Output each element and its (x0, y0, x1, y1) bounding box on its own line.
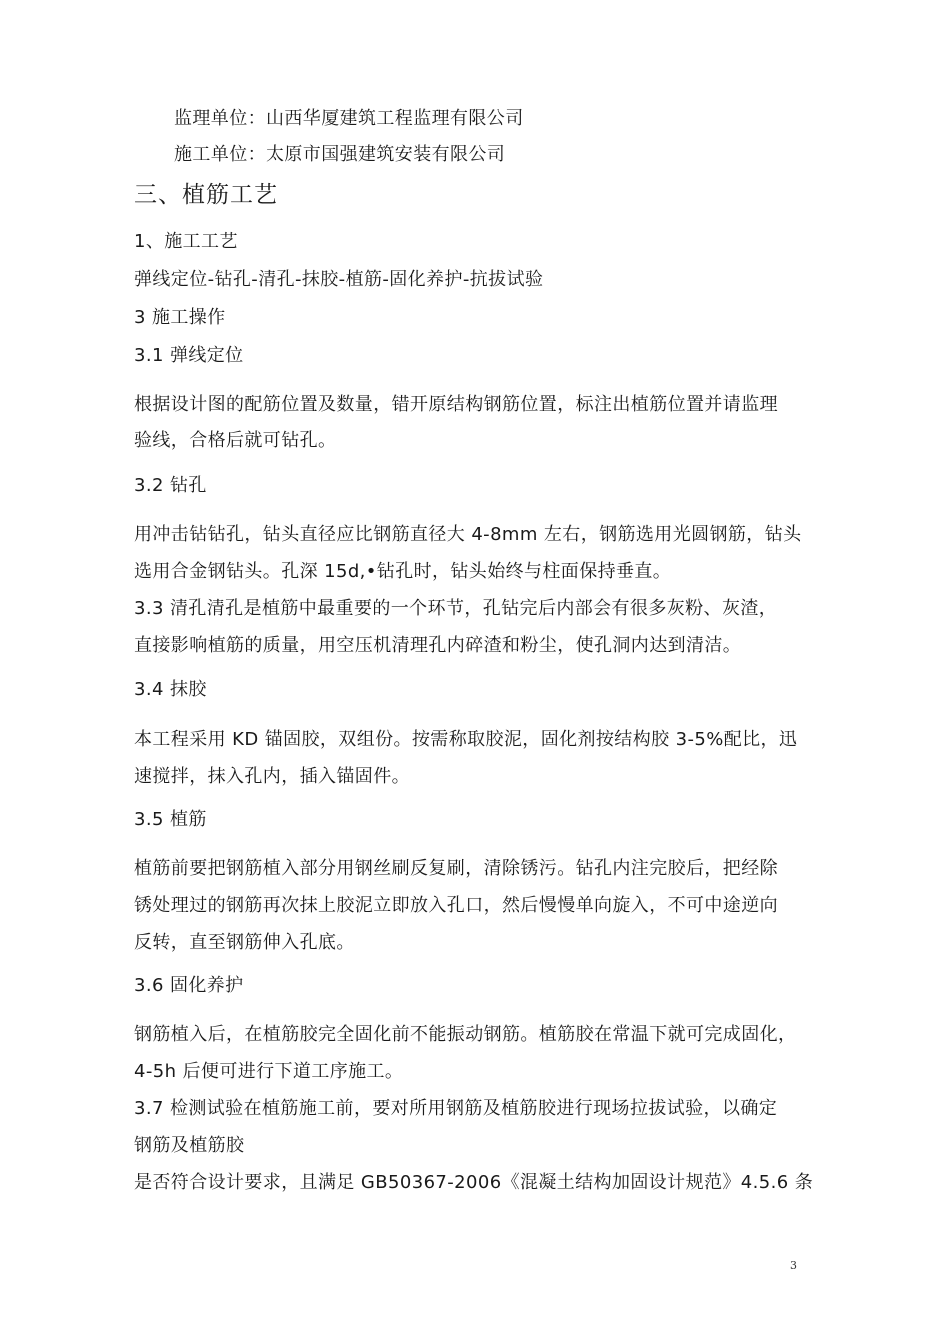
item-title: 3.2 钻孔 (134, 475, 207, 496)
paragraph-line: 速搅拌，抹入孔内，插入锚固件。 (134, 766, 410, 787)
paragraph-line: 用冲击钻钻孔，钻头直径应比钢筋直径大 4-8mm 左右，钢筋选用光圆钢筋，钻头 (134, 524, 802, 545)
item-title: 3.4 抹胶 (134, 679, 207, 700)
paragraph-line: 锈处理过的钢筋再次抹上胶泥立即放入孔口，然后慢慢单向旋入，不可中途逆向 (134, 895, 778, 916)
paragraph-line: 反转，直至钢筋伸入孔底。 (134, 932, 355, 953)
item-title: 3.1 弹线定位 (134, 345, 244, 366)
subsection-title: 3 施工操作 (134, 307, 226, 328)
paragraph-line: 根据设计图的配筋位置及数量，错开原结构钢筋位置，标注出植筋位置并请监理 (134, 394, 778, 415)
paragraph-line: 选用合金钢钻头。孔深 15d,•钻孔时，钻头始终与柱面保持垂直。 (134, 561, 672, 582)
item-title: 3.6 固化养护 (134, 975, 244, 996)
paragraph-line: 直接影响植筋的质量，用空压机清理孔内碎渣和粉尘，使孔洞内达到清洁。 (134, 635, 742, 656)
paragraph-line: 是否符合设计要求，且满足 GB50367-2006《混凝土结构加固设计规范》4.5.6 条 (134, 1172, 814, 1193)
paragraph-line: 4-5h 后便可进行下道工序施工。 (134, 1061, 404, 1082)
supervision-unit-line: 监理单位：山西华厦建筑工程监理有限公司 (174, 108, 524, 129)
paragraph-line: 植筋前要把钢筋植入部分用钢丝刷反复刷，清除锈污。钻孔内注完胶后，把经除 (134, 858, 778, 879)
section-heading: 三、植筋工艺 (134, 182, 278, 208)
paragraph-line: 3.7 检测试验在植筋施工前，要对所用钢筋及植筋胶进行现场拉拔试验，以确定 (134, 1098, 778, 1119)
item-title: 3.5 植筋 (134, 809, 207, 830)
subsection-title: 1、施工工艺 (134, 231, 238, 252)
paragraph-line: 3.3 清孔清孔是植筋中最重要的一个环节，孔钻完后内部会有很多灰粉、灰渣， (134, 598, 778, 619)
page-number: 3 (790, 1259, 797, 1272)
paragraph-line: 钢筋及植筋胶 (134, 1135, 245, 1156)
paragraph-line: 本工程采用 KD 锚固胶，双组份。按需称取胶泥，固化剂按结构胶 3-5%配比，迅 (134, 729, 798, 750)
construction-unit-line: 施工单位：太原市国强建筑安装有限公司 (174, 144, 506, 165)
paragraph-line: 钢筋植入后，在植筋胶完全固化前不能振动钢筋。植筋胶在常温下就可完成固化， (134, 1024, 797, 1045)
paragraph-line: 验线，合格后就可钻孔。 (134, 430, 337, 451)
process-flow-line: 弹线定位-钻孔-清孔-抹胶-植筋-固化养护-抗拔试验 (134, 269, 544, 290)
